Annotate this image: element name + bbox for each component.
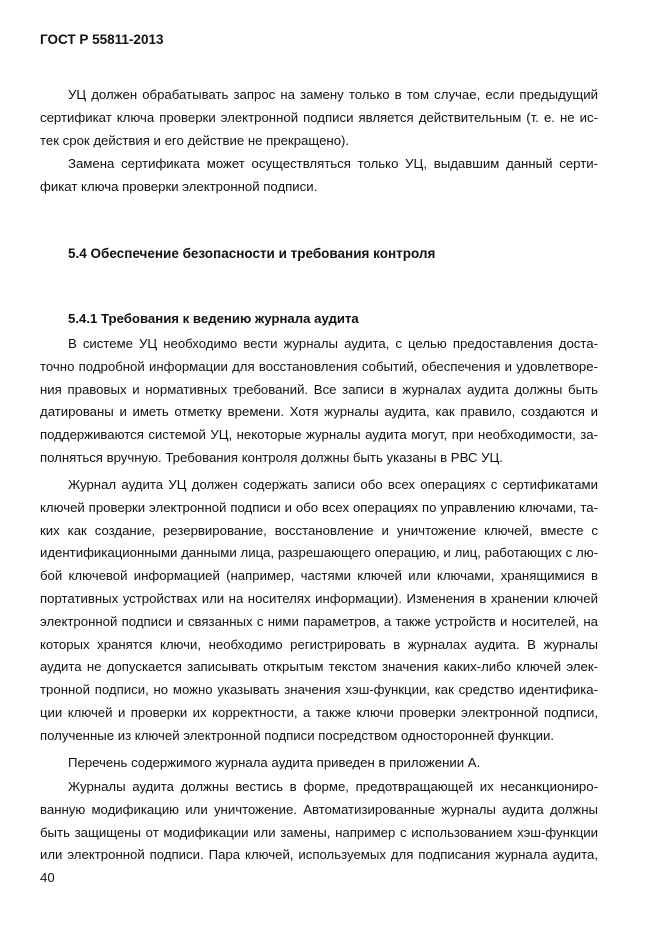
text-line: быть защищены от модификации или замены, например с использованием хэш-функции <box>40 824 598 840</box>
text-line: идентификационными данными лица, разрешающего операцию, и лиц, работающих с лю- <box>40 545 598 561</box>
page-number: 40 <box>40 870 55 885</box>
text-line: Журналы аудита должны вестись в форме, предотвращающей их несанкциониро- <box>68 779 598 794</box>
paragraph-appendix-reference <box>40 752 598 775</box>
text-line: бой ключевой информацией (например, частями ключей или ключами, хранящимися в <box>40 568 598 584</box>
text-line: УЦ должен обрабатывать запрос на замену только в том случае, если предыдущий <box>68 87 598 102</box>
text-line: полняться вручную. Требования контроля должны быть указаны в РВС УЦ. <box>40 449 503 465</box>
text-line: ких как создание, резервирование, восстановление и уничтожение ключей, вместе с <box>40 522 598 538</box>
text-line: электронной подписи и связанных с ними параметров, а также устройств и носителей, на <box>40 613 598 629</box>
paragraph-log-protection <box>40 776 598 867</box>
text-line: которых хранятся ключи, необходимо регистрировать в журналах аудита. В журналы <box>40 636 598 652</box>
text-line: Замена сертификата может осуществляться только УЦ, выдавшим данный серти- <box>68 156 598 171</box>
text-line: тронной подписи, но можно указывать значения хэш-функции, как средство идентифика- <box>40 682 598 698</box>
text-line: или электронной подписи. Пара ключей, используемых для подписания журнала аудита, <box>40 847 598 863</box>
text-line: ванную модификацию или уничтожение. Автоматизированные журналы аудита должны <box>40 801 598 817</box>
document-header: ГОСТ Р 55811-2013 <box>40 32 164 47</box>
text-line: ции ключей и проверки их корректности, а также ключи проверки электронной подписи, <box>40 704 598 720</box>
text-line: точно подробной информации для восстановления событий, обеспечения и удовлетворе- <box>40 358 598 374</box>
paragraph-audit-contents <box>40 474 598 748</box>
text-line: датированы и иметь отметку времени. Хотя журналы аудита, как правило, создаются и <box>40 404 598 420</box>
text-line: В системе УЦ необходимо вести журналы аудита, с целью предоставления доста- <box>68 336 598 351</box>
text-line: ния правовых и нормативных требований. Все записи в журналах аудита должны быть <box>40 381 598 397</box>
section-heading: 5.4 Обеспечение безопасности и требования контроля <box>68 246 436 261</box>
text-line: ключей проверки электронной подписи и обо всех операциях по управлению ключами, та- <box>40 499 598 515</box>
text-line: полученные из ключей электронной подписи посредством односторонней функции. <box>40 727 555 743</box>
paragraph-replacement-authority <box>40 153 598 199</box>
subsection-heading: 5.4.1 Требования к ведению журнала аудита <box>68 311 359 326</box>
text-line: аудита не допускается записывать открытым текстом значения каких-либо ключей элек- <box>40 659 598 675</box>
text-line: поддерживаются системой УЦ, некоторые журналы аудита могут, при необходимости, за- <box>40 427 598 443</box>
text-line: Перечень содержимого журнала аудита приведен в приложении А. <box>68 755 481 770</box>
paragraph-replacement-conditions <box>40 84 598 152</box>
text-line: портативных устройствах или на носителях информации). Изменения в хранении ключей <box>40 590 598 606</box>
text-line: фикат ключа проверки электронной подписи. <box>40 178 318 194</box>
text-line: Журнал аудита УЦ должен содержать записи обо всех операциях с сертификатами <box>68 477 598 492</box>
paragraph-audit-logs <box>40 333 598 470</box>
text-line: тек срок действия и его действие не прекращено). <box>40 132 350 148</box>
text-line: сертификат ключа проверки электронной подписи является действительным (т. е. не ис- <box>40 109 598 125</box>
